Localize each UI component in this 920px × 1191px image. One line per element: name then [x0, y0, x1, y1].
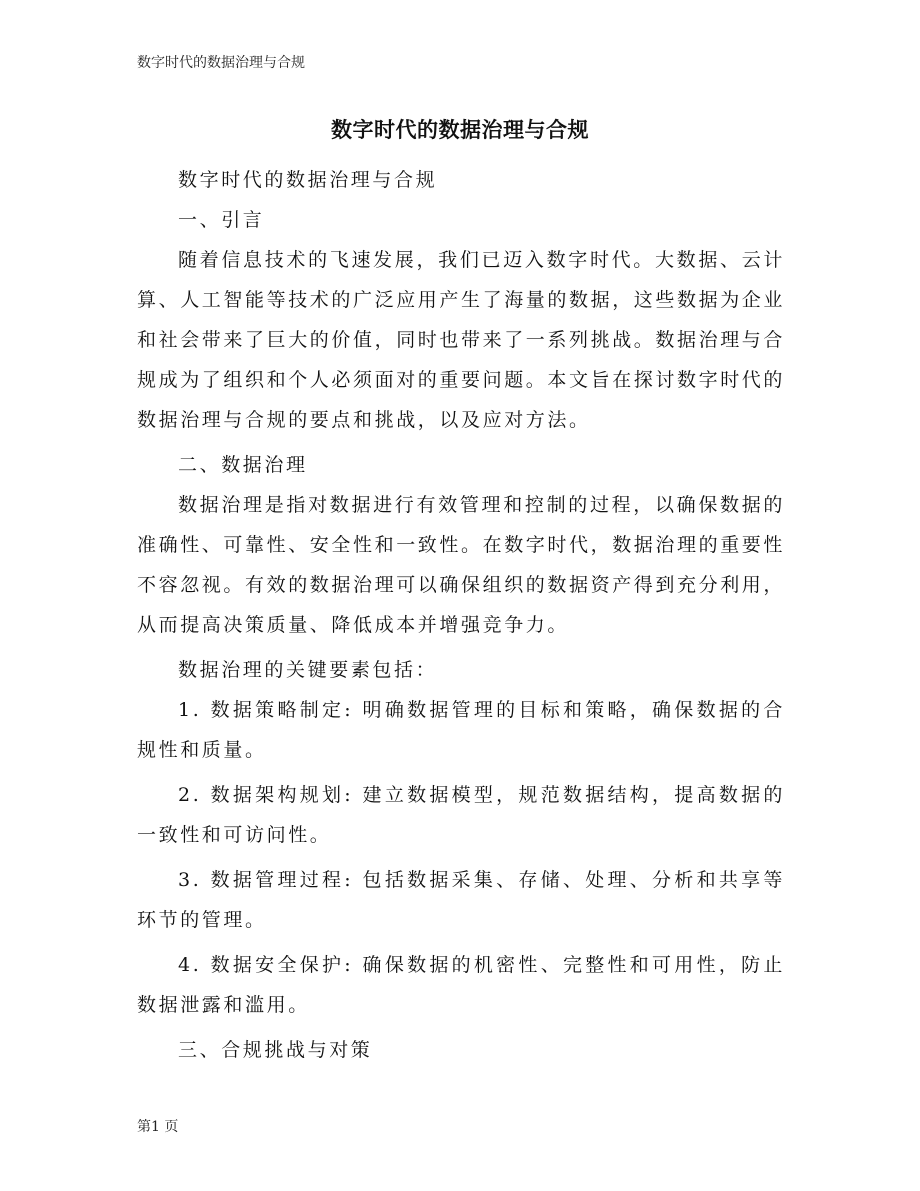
intro-paragraph: 随着信息技术的飞速发展，我们已迈入数字时代。大数据、云计算、人工智能等技术的广泛应用产生了海量的数据，这些数据为企业和社会带来了巨大的价值，同时也带来了一系列挑战。数据治理与合规成为了组织和个人必须面对的重要问题。本文旨在探讨数字时代的数据治理与合规的要点和挑战，以及应对方法。 [137, 249, 786, 431]
page-number: 第1 页 [137, 1119, 179, 1135]
section-heading-data-governance: 二、数据治理 [178, 454, 308, 476]
list-item-4: 4. 数据安全保护: 确保数据的机密性、完整性和可用性，防止数据泄露和滥用。 [137, 954, 785, 1016]
document-body [137, 160, 785, 1070]
list-item-2: 2. 数据架构规划: 建立数据模型，规范数据结构，提高数据的一致性和可访问性。 [137, 784, 785, 846]
section-heading-compliance: 三、合规挑战与对策 [178, 1039, 373, 1061]
subtitle-paragraph: 数字时代的数据治理与合规 [178, 169, 438, 191]
running-header: 数字时代的数据治理与合规 [137, 55, 305, 71]
governance-paragraph: 数据治理是指对数据进行有效管理和控制的过程，以确保数据的准确性、可靠性、安全性和一致性。在数字时代，数据治理的重要性不容忽视。有效的数据治理可以确保组织的数据资产得到充分利用，从而提高决策质量、降低成本并增强竞争力。 [137, 494, 786, 636]
list-item-3: 3. 数据管理过程: 包括数据采集、存储、处理、分析和共享等环节的管理。 [137, 869, 785, 931]
section-heading-introduction: 一、引言 [178, 209, 265, 231]
document-title: 数字时代的数据治理与合规 [331, 117, 589, 142]
key-elements-intro: 数据治理的关键要素包括： [178, 659, 438, 681]
list-item-1: 1. 数据策略制定: 明确数据管理的目标和策略，确保数据的合规性和质量。 [137, 699, 785, 761]
